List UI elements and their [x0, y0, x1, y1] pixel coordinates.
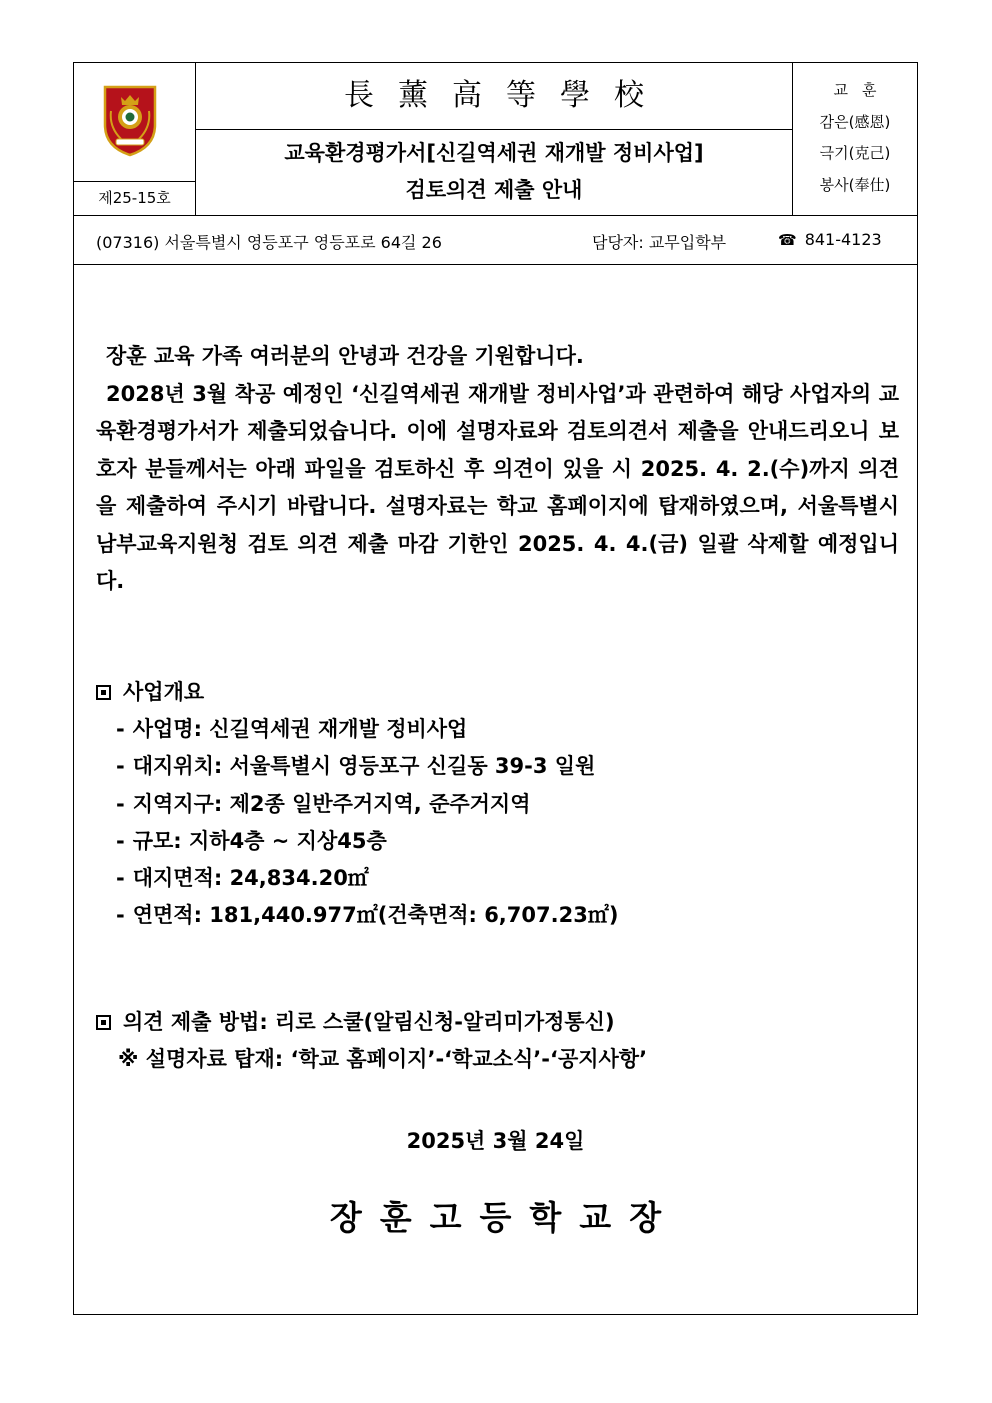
motto-item: 봉사(奉仕)	[819, 176, 891, 194]
list-item: - 사업명: 신길역세권 재개발 정비사업	[116, 717, 468, 741]
submission-heading	[96, 1004, 899, 1041]
overview-heading-label: 사업개요	[123, 680, 205, 704]
list-item: - 연면적: 181,440.977㎡(건축면적: 6,707.23㎡)	[116, 903, 619, 928]
list-item-text: 대지위치: 서울특별시 영등포구 신길동 39-3 일원	[132, 754, 596, 779]
phone-number-group	[778, 230, 882, 249]
list-item: - 지역지구: 제2종 일반주거지역, 준주거지역	[116, 791, 531, 816]
school-emblem-icon	[101, 83, 159, 157]
logo-cell	[74, 63, 196, 215]
main-paragraph: 2028년 3월 착공 예정인 ‘신길역세권 재개발 정비사업’과 관련하여 해당 사업자의 교육환경평가서가 제출되었습니다. 이에 설명자료와 검토의견서 제출을 안내드리오니 보호자 분들께서는 아래 파일을 검토하신 후 의견이 있을 시 2025. 4. 2.(수)까지 의견을 제출하여 주시기 바랍니다. 설명자료는 학교 홈페이지에 탑재하였으며, 서울특별시남부교육지원청 검토 의견 제출 마감 기한인 2025. 4. 4.(금) 일괄 삭제할 예정입니다.	[96, 381, 899, 593]
title-cell	[196, 63, 793, 215]
list-item-text: 연면적: 181,440.977㎡(건축면적: 6,707.23㎡)	[132, 903, 619, 928]
telephone-icon: ☎	[778, 231, 797, 249]
body-text	[96, 338, 899, 601]
submission-section	[96, 1004, 899, 1078]
greeting: 장훈 교육 가족 여러분의 안녕과 건강을 기원합니다.	[106, 344, 584, 368]
issue-date: 2025년 3월 24일	[406, 1129, 585, 1153]
subject-line-1: 교육환경평가서[신길역세권 재개발 정비사업]	[284, 141, 704, 165]
document-number: 제25-15호	[74, 181, 195, 215]
list-item-text: 규모: 지하4층 ~ 지상45층	[132, 828, 387, 853]
list-item-text: 대지면적: 24,834.20㎡	[132, 866, 369, 891]
submission-heading-label: 의견 제출 방법: 리로 스쿨(알림신청-알리미가정통신)	[123, 1010, 615, 1034]
list-item: - 대지면적: 24,834.20㎡	[116, 866, 369, 891]
document-subject	[196, 135, 792, 209]
school-address: (07316) 서울특별시 영등포구 영등포로 64길 26	[96, 233, 442, 252]
motto-title: 교훈	[833, 81, 891, 99]
square-bullet-icon	[96, 1015, 111, 1030]
list-item-text: 지역지구: 제2종 일반주거지역, 준주거지역	[132, 791, 531, 816]
overview-heading	[96, 674, 899, 711]
document-frame	[73, 62, 918, 1315]
list-item: - 규모: 지하4층 ~ 지상45층	[116, 828, 387, 853]
school-name: 長薰高等學校	[196, 63, 792, 130]
address-row	[74, 215, 917, 265]
motto-cell	[793, 63, 917, 215]
square-bullet-icon	[96, 685, 111, 700]
list-item-text: 사업명: 신길역세권 재개발 정비사업	[132, 717, 468, 741]
contact-person: 담당자: 교무입학부	[592, 233, 727, 252]
motto-item: 감은(感恩)	[819, 113, 891, 131]
motto-item: 극기(克己)	[819, 144, 891, 162]
subject-line-2: 검토의견 제출 안내	[405, 178, 583, 202]
submission-note: ※ 설명자료 탑재: ‘학교 홈페이지’-‘학교소식’-‘공지사항’	[118, 1047, 648, 1071]
overview-section	[96, 674, 899, 935]
phone-number: 841-4123	[804, 230, 882, 249]
list-item: - 대지위치: 서울특별시 영등포구 신길동 39-3 일원	[116, 754, 596, 779]
principal-signature: 장훈고등학교장	[329, 1198, 680, 1237]
